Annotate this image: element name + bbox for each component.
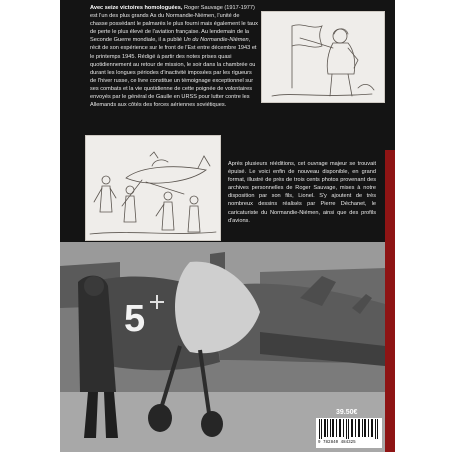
book-title-inline: Un du Normandie-Niémen [183,37,249,44]
red-spine-band [385,150,395,452]
barcode-bars [316,418,382,440]
price-label: 39.50€ [336,409,358,416]
isbn-number: 9 782840 484325 [318,441,356,445]
intro-paragraph [90,4,258,109]
aircraft-number: 5 [124,298,146,340]
intro-text-2: , récit de son expérience sur le front de l'Est entre décembre 1943 et le printemps 1945. Rédigé à partir des notes prises quasi quotidiennement au retour de mission, le soir dans la chambrée ou durant les longues périodes d'inactivité imposées par les rigueurs de l'hiver russe, ce livre constitue un témoignage exceptionnel sur ses combats et la vie quotidienne de cette poignée de volontaires envoyés par le général de Gaulle en URSS pour lutter contre les Allemands aux côtés des forces aériennes soviétiques. [90,37,257,109]
intro-text-1: Roger Sauvage (1917-1977) est l'un des plus grands As du Normandie-Niémen, l'unité de chasse possédant le palmarès le plus fourni mais également le taux de perte le plus élevé de l'aviation française. Au lendemain de la Seconde Guerre mondiale, il a publié [90,5,258,44]
intro-lead: Avec seize victoires homologuées, [90,5,183,11]
pilot-flag-sketch [262,12,384,102]
pilot-flag-drawing [262,12,384,102]
second-paragraph: Après plusieurs rééditions, cet ouvrage majeur se trouvait épuisé. Le voici enfin de nouveau disponible, en grand format, illustré de près de trois cents photos provenant des archives personnelles de Roger Sauvage, mises à notre disposition par son fils, Lionel. S'y ajoutent de très nombreux dessins réalisés par Pierre Déchanet, le caricaturiste du Normandie-Niémen, ainsi que des profils d'avions. [228,161,376,224]
aircraft-ground-sketch [86,136,220,240]
aircraft-crew-drawing [86,136,220,240]
